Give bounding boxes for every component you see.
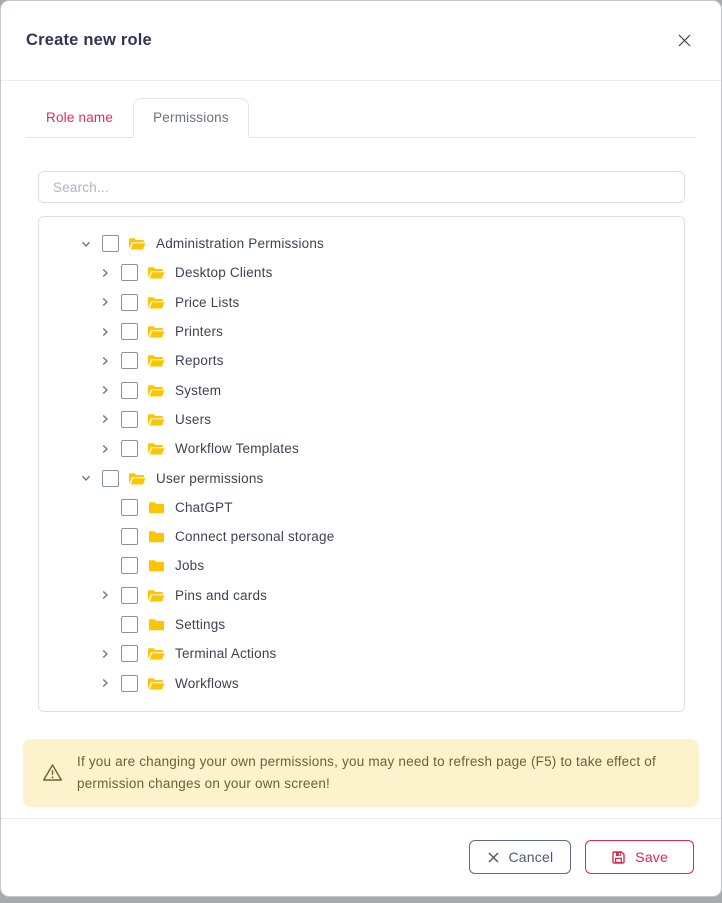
chevron-right-icon[interactable] (97, 441, 113, 457)
chevron-placeholder (97, 558, 113, 574)
tree-checkbox[interactable] (121, 411, 138, 428)
folder-open-icon (147, 587, 165, 603)
tree-item-label[interactable]: Jobs (175, 558, 205, 574)
tree-item[interactable] (39, 639, 684, 668)
chevron-down-icon[interactable] (78, 236, 94, 252)
chevron-placeholder (97, 499, 113, 515)
folder-open-icon (128, 470, 146, 486)
tree-checkbox[interactable] (121, 616, 138, 633)
tree-item[interactable] (39, 493, 684, 522)
chevron-right-icon[interactable] (97, 675, 113, 691)
tab-role-name[interactable]: Role name (26, 98, 133, 138)
chevron-right-icon[interactable] (97, 324, 113, 340)
tree-item-label[interactable]: Terminal Actions (175, 646, 277, 662)
tree-checkbox[interactable] (121, 294, 138, 311)
tree-checkbox[interactable] (121, 352, 138, 369)
tree-checkbox[interactable] (121, 557, 138, 574)
folder-icon (147, 499, 165, 515)
tree-item[interactable] (39, 581, 684, 610)
folder-icon (147, 617, 165, 633)
tree-checkbox[interactable] (121, 499, 138, 516)
tree-item-label[interactable]: Administration Permissions (156, 236, 325, 252)
tree-item-label[interactable]: Connect personal storage (175, 529, 335, 545)
chevron-right-icon[interactable] (97, 294, 113, 310)
tree-item-label[interactable]: Printers (175, 324, 224, 340)
modal-title: Create new role (26, 31, 152, 49)
chevron-right-icon[interactable] (97, 353, 113, 369)
folder-icon (147, 529, 165, 545)
folder-open-icon (147, 441, 165, 457)
tree-item[interactable] (39, 229, 684, 258)
tree-checkbox[interactable] (102, 235, 119, 252)
tree-item-label[interactable]: Price Lists (175, 294, 240, 310)
tree-checkbox[interactable] (121, 440, 138, 457)
tree-checkbox[interactable] (121, 528, 138, 545)
folder-open-icon (147, 382, 165, 398)
save-floppy-icon (611, 850, 626, 865)
chevron-right-icon[interactable] (97, 587, 113, 603)
chevron-placeholder (97, 529, 113, 545)
modal-footer (1, 818, 721, 896)
tree-item-label[interactable]: Reports (175, 353, 224, 369)
search-wrap (38, 171, 685, 203)
warning-alert (23, 739, 699, 807)
cancel-button[interactable] (469, 840, 572, 874)
folder-open-icon (147, 675, 165, 691)
permission-tree (38, 216, 685, 712)
tree-item[interactable] (39, 463, 684, 492)
chevron-right-icon[interactable] (97, 411, 113, 427)
tree-item[interactable] (39, 288, 684, 317)
tree-item[interactable] (39, 610, 684, 639)
warning-triangle-icon (42, 763, 63, 782)
folder-open-icon (147, 411, 165, 427)
tree-item[interactable] (39, 522, 684, 551)
tree-item[interactable] (39, 551, 684, 580)
tree-checkbox[interactable] (102, 470, 119, 487)
tree-checkbox[interactable] (121, 587, 138, 604)
folder-icon (147, 558, 165, 574)
chevron-right-icon[interactable] (97, 265, 113, 281)
tree-item-label[interactable]: Desktop Clients (175, 265, 273, 281)
tree-item[interactable] (39, 258, 684, 287)
tree-item[interactable] (39, 434, 684, 463)
tree-item[interactable] (39, 668, 684, 697)
tree-item[interactable] (39, 375, 684, 404)
folder-open-icon (147, 265, 165, 281)
tree-checkbox[interactable] (121, 264, 138, 281)
tree-item-label[interactable]: System (175, 382, 222, 398)
folder-open-icon (147, 294, 165, 310)
cancel-x-icon (487, 851, 500, 864)
chevron-down-icon[interactable] (78, 470, 94, 486)
chevron-right-icon[interactable] (97, 646, 113, 662)
tree-checkbox[interactable] (121, 645, 138, 662)
tab-bar (26, 97, 696, 138)
close-icon (676, 32, 693, 49)
folder-open-icon (147, 324, 165, 340)
tree-item[interactable] (39, 405, 684, 434)
tree-item[interactable] (39, 346, 684, 375)
tree-item-label[interactable]: Workflows (175, 675, 239, 691)
warning-text: If you are changing your own permissions, you may need to refresh page (F5) to take effect of permission changes on your own screen! (77, 754, 656, 791)
chevron-placeholder (97, 617, 113, 633)
folder-open-icon (128, 236, 146, 252)
save-button[interactable] (585, 840, 694, 874)
search-input[interactable] (38, 171, 685, 203)
tree-item-label[interactable]: Workflow Templates (175, 441, 299, 457)
tree-checkbox[interactable] (121, 382, 138, 399)
tree-item-label[interactable]: Pins and cards (175, 587, 268, 603)
tab-permissions[interactable]: Permissions (133, 98, 249, 138)
close-button[interactable] (674, 30, 695, 51)
cancel-button-label: Cancel (508, 849, 554, 865)
tree-checkbox[interactable] (121, 323, 138, 340)
tree-item-label[interactable]: Settings (175, 617, 226, 632)
tree-item-label[interactable]: ChatGPT (175, 499, 233, 515)
save-button-label: Save (635, 849, 668, 865)
chevron-right-icon[interactable] (97, 382, 113, 398)
folder-open-icon (147, 646, 165, 662)
tree-item[interactable] (39, 317, 684, 346)
tree-checkbox[interactable] (121, 675, 138, 692)
folder-open-icon (147, 353, 165, 369)
tree-item-label[interactable]: User permissions (156, 470, 264, 486)
modal-header (1, 1, 721, 81)
tree-item-label[interactable]: Users (175, 411, 212, 427)
